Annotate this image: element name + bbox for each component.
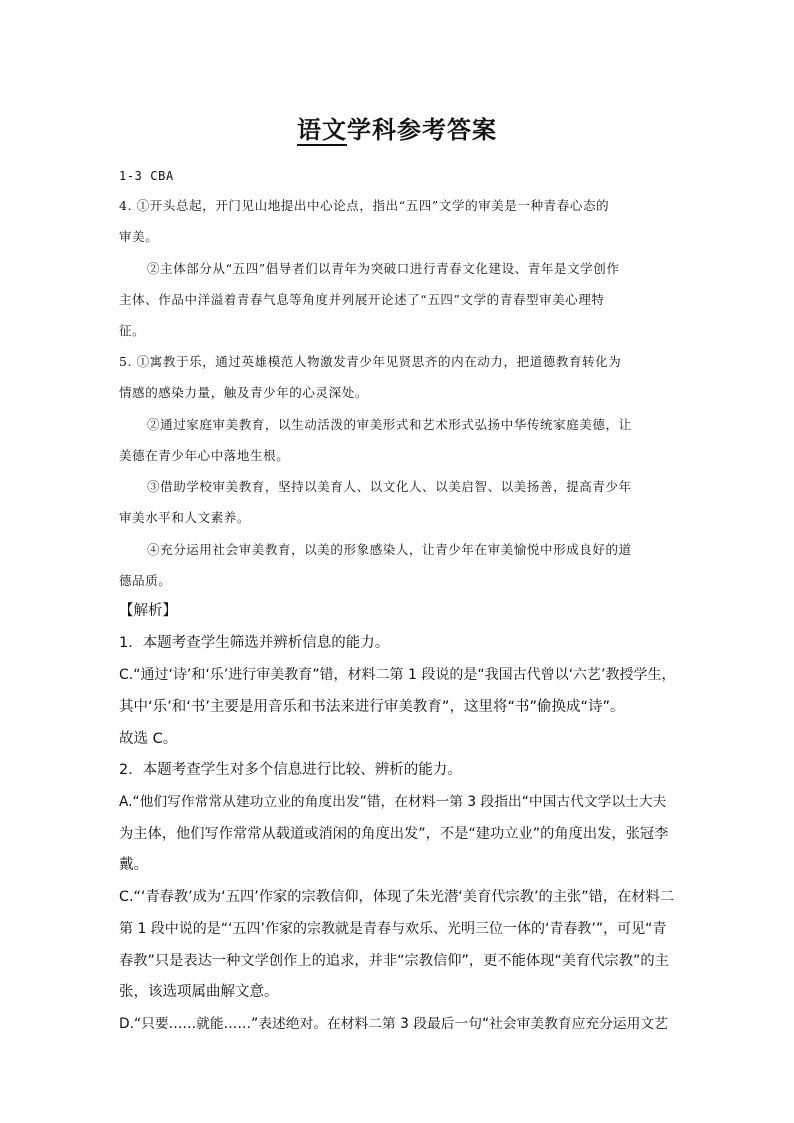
analysis-2-line-7: 春教”只是表达一种文学创作上的追求，并非“宗教信仰”，更不能体现“美育代宗教”的主 [119,953,669,969]
analysis-2-line-3: 为主体，他们写作常常从载道或消闲的角度出发”，不是“建功立业”的角度出发，张冠李 [119,826,669,842]
analysis-2-line-2: A.“他们写作常常从建功立业的角度出发”错，在材料一第 3 段指出“中国古代文学以士大夫 [119,794,667,810]
analysis-1-line-3: 其中‘乐’和‘书’主要是用音乐和书法来进行审美教育”，这里将“书”偷换成“诗”。 [119,699,625,715]
q5-line-8: 德品质。 [119,573,172,588]
q4-line-3: ②主体部分从“五四”倡导者们以青年为突破口进行青春文化建设、青年是文学创作 [147,261,620,276]
q5-line-4: 美德在青少年心中落地生根。 [119,448,290,463]
analysis-1-line-4: 故选 C。 [119,731,178,747]
q5-line-6: 审美水平和人文素养。 [119,510,251,525]
title-rest: 学科参考答案 [347,115,497,144]
analysis-2-line-5: C.“‘青春教’成为‘五四’作家的宗教信仰，体现了朱光潜‘美育代宗教’的主张”错，在材料二 [119,889,675,905]
q5-line-5: ③借助学校审美教育，坚持以美育人、以文化人、以美启智、以美扬善，提高青少年 [147,479,632,494]
analysis-2-line-4: 戴。 [119,857,148,873]
analysis-2-line-6: 第 1 段中说的是“‘五四’作家的宗教就是青春与欢乐、光明三位一体的‘青春教’”，可见“青 [119,921,667,937]
analysis-2-line-1: 2．本题考查学生对多个信息进行比较、辨析的能力。 [119,762,462,778]
analysis-1-line-2: C.“通过‘诗’和‘乐’进行审美教育”错，材料二第 1 段说的是“我国古代曾以‘六艺’教授学生， [119,667,676,683]
analysis-2-line-9: D.“只要……就能……”表述绝对。在材料二第 3 段最后一句“社会审美教育应充分运用文艺 [119,1016,668,1032]
analysis-heading: 【解析】 [119,603,177,619]
q4-line-5: 征。 [119,323,146,338]
q4-line-4: 主体、作品中洋溢着青春气息等角度并列展开论述了“五四”文学的青春型审美心理特 [119,292,605,307]
q5-line-3: ②通过家庭审美教育，以生动活泼的审美形式和艺术形式弘扬中华传统家庭美德，让 [147,417,632,432]
analysis-2-line-8: 张，该选项属曲解文意。 [119,984,279,1000]
q5-line-1: 5. ①寓教于乐，通过英雄模范人物激发青少年见贤思齐的内在动力，把道德教育转化为 [119,354,622,369]
q5-line-2: 情感的感染力量，触及青少年的心灵深处。 [119,385,368,400]
analysis-1-line-1: 1．本题考查学生筛选并辨析信息的能力。 [119,635,390,651]
title-subject: 语文 [297,115,347,144]
answer-1-3: 1-3 CBA [119,169,174,183]
q4-line-1: 4. ①开头总起，开门见山地提出中心论点，指出“五四”文学的审美是一种青春心态的 [119,198,610,213]
q5-line-7: ④充分运用社会审美教育，以美的形象感染人，让青少年在审美愉悦中形成良好的道 [147,542,632,557]
q4-line-2: 审美。 [119,229,159,244]
page-title [0,112,794,148]
